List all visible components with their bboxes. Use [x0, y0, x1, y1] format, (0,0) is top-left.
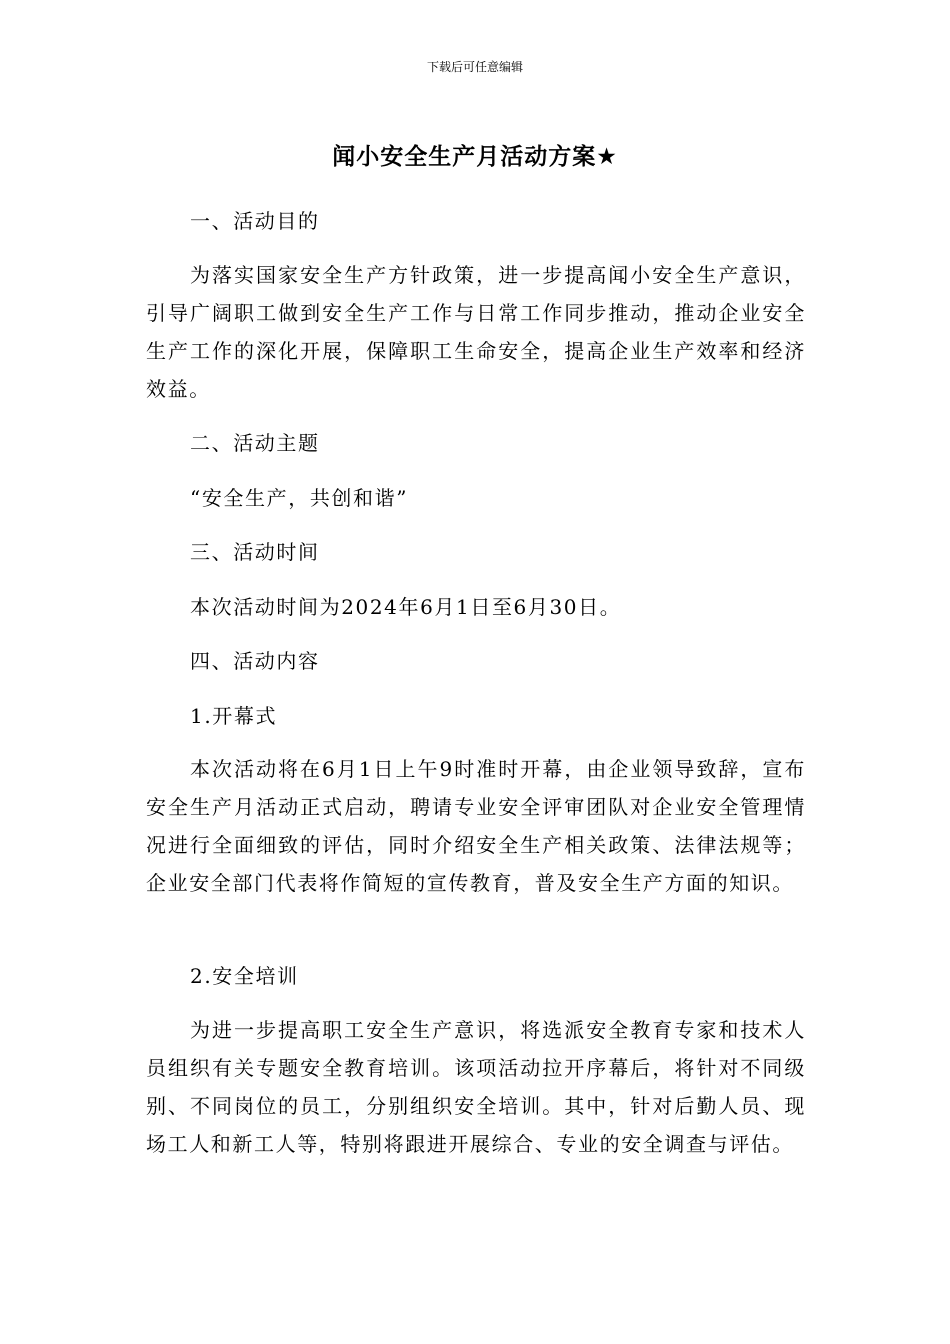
section-heading-content: 四、活动内容 — [190, 649, 320, 673]
section-heading-theme: 二、活动主题 — [190, 431, 320, 455]
subheading-opening: 1.开幕式 — [190, 704, 278, 728]
paragraph-purpose: 为落实国家安全生产方针政策，进一步提高闻小安全生产意识，引导广阔职工做到安全生产工作与日常工作同步推动，推动企业安全生产工作的深化开展，保障职工生命安全，提高企业生产效率和经济效益。 — [146, 263, 806, 401]
paragraph-training: 为进一步提高职工安全生产意识，将选派安全教育专家和技术人员组织有关专题安全教育培训。该项活动拉开序幕后，将针对不同级别、不同岗位的员工，分别组织安全培训。其中，针对后勤人员、现场工人和新工人等，特别将跟进开展综合、专业的安全调查与评估。 — [146, 1018, 806, 1156]
section-heading-purpose: 一、活动目的 — [190, 209, 320, 233]
paragraph-opening: 本次活动将在6月1日上午9时准时开幕，由企业领导致辞，宣布安全生产月活动正式启动，聘请专业安全评审团队对企业安全管理情况进行全面细致的评估，同时介绍安全生产相关政策、法律法规等；企业安全部门代表将作简短的宣传教育，普及安全生产方面的知识。 — [146, 757, 806, 895]
header-note: 下载后可任意编辑 — [426, 60, 523, 74]
paragraph-theme: “安全生产，共创和谐” — [190, 486, 409, 510]
document-title: 闻小安全生产月活动方案★ — [332, 144, 618, 170]
paragraph-time: 本次活动时间为2024年6月1日至6月30日。 — [190, 595, 622, 619]
section-heading-time: 三、活动时间 — [190, 540, 320, 564]
subheading-training: 2.安全培训 — [190, 964, 299, 988]
